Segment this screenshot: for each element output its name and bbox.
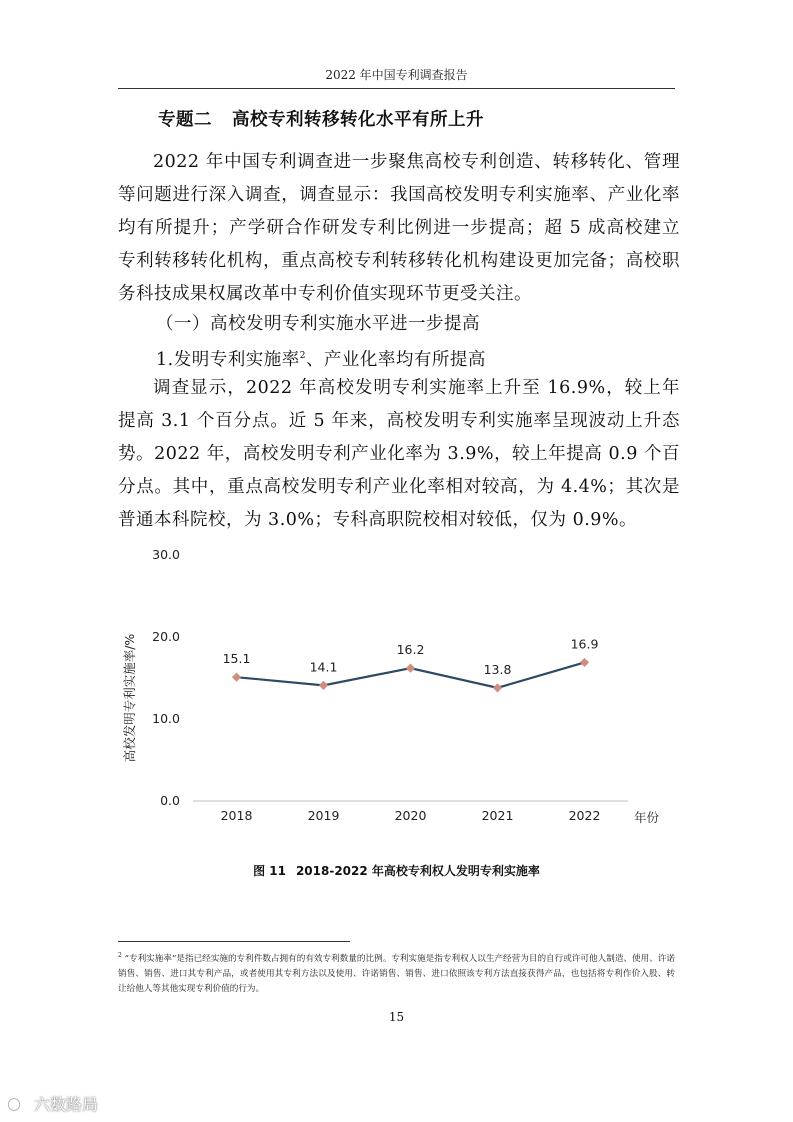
running-header: 2022 年中国专利调查报告: [325, 68, 468, 82]
data-point-marker: [493, 683, 502, 692]
x-tick-label: 2018: [220, 808, 253, 823]
section-title: [158, 106, 484, 131]
y-tick-label: 0.0: [160, 793, 180, 808]
y-tick-label: 10.0: [152, 711, 180, 726]
x-ticks: [221, 808, 601, 823]
data-point-marker: [580, 658, 589, 667]
section-label: 专题二: [158, 110, 212, 130]
subheading-2-text: 1.发明专利实施率: [156, 350, 300, 370]
x-tick-label: 2020: [394, 808, 427, 823]
y-axis-label: 高校发明专利实施率/%: [122, 633, 137, 763]
data-label: 16.9: [570, 636, 599, 652]
series-markers: [232, 658, 589, 693]
figure-number: 图 11: [253, 864, 286, 878]
data-label: 14.1: [309, 659, 338, 675]
footnote-text: “专利实施率”是指已经实施的专利件数占拥有的有效专利数量的比例。专利实施是指专利权人以生产经营为目的自行或许可他人制造、使用、许诺销售、销售、进口其专利产品，或者使用其专利方法以及使用、许诺销售、销售、进口依照该专利方法直接获得产品，也包括将专利作价入股、转让给他人等其他实现专利价值的行为。: [118, 954, 676, 994]
figure-caption: [118, 862, 675, 879]
data-point-marker: [319, 681, 328, 690]
y-tick-label: 30.0: [152, 547, 180, 562]
x-axis-label: 年份: [634, 810, 660, 825]
data-label: 13.8: [483, 661, 512, 677]
data-label: 16.2: [396, 642, 425, 658]
intro-paragraph: 2022 年中国专利调查进一步聚焦高校专利创造、转移转化、管理等问题进行深入调查，调查显示：我国高校发明专利实施率、产业化率均有所提升；产学研合作研发专利比例进一步提高；超 5 成高校建立专利转移转化机构，重点高校专利转移转化机构建设更加完备；高校职务科技成果权属改革中专利价值实现环节更受关注。: [118, 152, 680, 304]
header-rule: [118, 88, 675, 89]
watermark-logo-icon: [8, 1096, 34, 1113]
x-tick-label: 2021: [481, 808, 514, 823]
section-heading: 高校专利转移转化水平有所上升: [232, 110, 484, 130]
figure-caption-text: 2018-2022 年高校专利权人发明专利实施率: [295, 864, 540, 878]
survey-paragraph: 调查显示，2022 年高校发明专利实施率上升至 16.9%，较上年提高 3.1 个百分点。近 5 年来，高校发明专利实施率呈现波动上升态势。2022 年，高校发明专利产业化率为 3.9%，较上年提高 0.9 个百分点。其中，重点高校发明专利产业化率相对较高，为 4.4%；其次是普通本科院校，为 3.0%；专科高职院校相对较低，仅为 0.9%。: [118, 378, 680, 530]
footnote: [118, 948, 675, 997]
data-point-marker: [406, 664, 415, 673]
footnote-mark: 2: [118, 952, 122, 959]
data-point-marker: [232, 673, 241, 682]
subheading-1: （一）高校发明专利实施水平进一步提高: [156, 314, 480, 334]
line-chart: [118, 540, 675, 840]
subheading-2-tail: 、产业化率均有所提高: [305, 350, 486, 370]
page-number: 15: [388, 1010, 405, 1024]
data-label: 15.1: [222, 651, 251, 667]
footnote-ref[interactable]: 2: [299, 351, 306, 361]
y-tick-label: 20.0: [152, 629, 180, 644]
watermark: [8, 1092, 98, 1115]
footnote-rule: [118, 941, 350, 942]
watermark-text: 六数路局: [34, 1095, 99, 1114]
x-tick-label: 2019: [307, 808, 340, 823]
x-tick-label: 2022: [568, 808, 601, 823]
y-ticks: [152, 547, 180, 808]
